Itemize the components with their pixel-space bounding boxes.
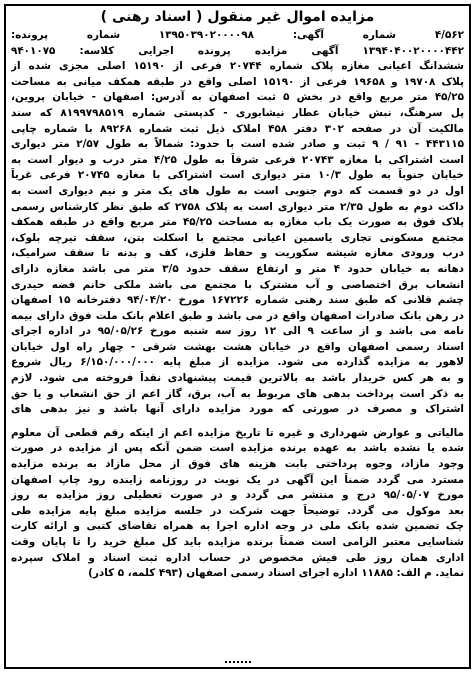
notice-line: لاهور به مزایده گذارده می شود. مزایده از مبلغ پایه ۶/۱۵۰/۰۰۰/۰۰۰ ریال شروع xyxy=(11,356,464,369)
notice-line: در رهن بانک صادرات اصفهان واقع در می باشد و طبق اعلام بانک ملت فوق دارای بیمه xyxy=(11,309,464,322)
notice-line: ۱۳۹۴۰۴۰۰۲۰۰۰۰۴۴۲ آگهی مزایده پرونده اجرایی کلاسه: ۹۴۰۱۰۷۵ xyxy=(11,44,464,57)
notice-line: پلاک فوق به صورت یک باب مغازه به مساحت ۴۵/۲۵ متر مربع واقع در طبقه همکف xyxy=(11,216,464,229)
notice-line: درب ورودی مغازه شیشه سکوریت و حفاظ فلزی، کف و بدنه تا سقف سرامیک، xyxy=(11,247,464,260)
notice-line: پلاک ۱۹۷۰۸ و ۱۹۶۵۸ فرعی از ۱۵۱۹۰ اصلی واقع در طبقه همکف میانی به مساحت xyxy=(11,75,464,88)
notice-line: مسترد می گردد ضمناً این آگهی در یک نوبت در روزنامه زاینده رود چاپ اصفهان xyxy=(11,473,464,486)
notice-line: اسناد رسمی اصفهان واقع در خیابان هشت بهشت شرقی - چهار راه اول خیابان xyxy=(11,340,464,353)
notice-line: اداری همان روز طی فیش مخصوص در حساب اداره ثبت اسناد و املاک سپرده xyxy=(11,551,464,564)
notice-line: خیابان جنوباً به طول ۱۰/۳ متر دیواری است اشتراکی با مغازه ۲۰۷۴۵ فرعی غرباً xyxy=(11,169,464,182)
notice-line: نامه می باشد و از ساعت ۹ الی ۱۲ روز سه شنبه مورخ ۹۵/۰۵/۲۶ در اداره اجرای xyxy=(11,325,464,338)
notice-line: ۴۵/۲۵ متر مربع واقع در بخش ۵ ثبت اصفهان به آدرس: اصفهان - خیابان پروین، xyxy=(11,91,464,104)
notice-line: شده یا نشده باشد به عهده برنده مزایده است ضمن آنکه پس از مزایده در صورت xyxy=(11,442,464,455)
notice-line: و به هر کس خریدار باشد به بالاترین قیمت پیشنهادی نقداً فروخته می شود. لازم xyxy=(11,372,464,385)
notice-body-part-1 xyxy=(11,28,464,418)
footer-dots xyxy=(225,661,251,667)
notice-line: مالیاتی و عوارض شهرداری و غیره تا تاریخ مزایده اعم از اینکه رقم قطعی آن معلوم xyxy=(11,426,464,439)
notice-line: اول در دو قسمت که دوم جنوبی است به طول های یک متر و نیم دیواری است به xyxy=(11,184,464,197)
notice-title: مزایده اموال غیر منقول ( اسناد رهنی ) xyxy=(100,9,375,25)
notice-line: مجتمع مسکونی تجاری یاسمین اعیانی مجتمع با اسکلت بتن، سقف تیرچه بلوک، xyxy=(11,231,464,244)
notice-line: وجود مازاد، وجوه پرداختی بابت هزینه های فوق از محل مازاد به برنده مزایده xyxy=(11,458,464,471)
notice-body xyxy=(11,28,464,582)
notice-line: چشم قلانی که طبق سند رهنی شماره ۱۶۷۲۲۶ مورخ ۹۴/۰۴/۲۰ دفترخانه ۱۵ اصفهان xyxy=(11,294,464,307)
notice-line: ششدانگ اعیانی مغازه پلاک شماره ۲۰۷۴۴ فرعی از ۱۵۱۹۰ اصلی مجزی شده از xyxy=(11,60,464,73)
notice-body-part-2 xyxy=(11,426,464,582)
notice-line: به ذکر است پرداخت بدهی های مربوط به آب، برق، گاز اعم از حق انشعاب و یا حق xyxy=(11,387,464,400)
auction-notice xyxy=(4,4,471,669)
notice-line: شناسایی معتبر الزامی است ضمناً برنده مزایده باید کل مبلغ خرید را تا پایان وقت xyxy=(11,536,464,548)
notice-line: پل سرهنگ، نبش خیابان عطار نیشابوری - کدپستی شماره ۸۱۹۹۷۹۸۵۱۹ که سند xyxy=(11,106,464,119)
notice-line: نماید. م الف: ۱۱۸۸۵ اداره اجرای اسناد رسمی اصفهان (۴۹۳ کلمه، ۵ کادر) xyxy=(88,567,464,580)
notice-line: انشعاب برق اختصاصی و آب مشترک با مجتمع می باشد ملکی خانم فضه حیدری xyxy=(11,278,464,291)
notice-line: است اشتراکی با مغازه ۲۰۷۴۳ فرعی شرقاً به طول ۴/۲۵ متر درب و دیوار است به xyxy=(11,153,464,166)
paragraph-gap xyxy=(11,418,464,426)
notice-line: دهانه به خیابان حدود ۴ متر و ارتفاع سقف حدود ۳/۵ متر می باشد مغازه دارای xyxy=(11,262,464,275)
notice-line: اشتراک و مصرف در صورتی که مورد مزایده دارای آنها باشد و نیز بدهی های xyxy=(11,403,464,416)
notice-line: داکت دوم به طول ۲/۳۵ متر دیواری است به پلاک ۲۷۵۸ که طبق نظر کارشناس رسمی xyxy=(11,200,464,213)
notice-line: ۴/۵۶۲ شماره آگهی: ۱۳۹۵۰۳۹۰۲۰۰۰۰۹۸ شماره پرونده: xyxy=(11,29,464,41)
notice-line: مالکیت آن در صفحه ۳۰۲ دفتر ۴۵۸ املاک ذیل ثبت شماره ۸۹۲۶۸ با شماره چاپی xyxy=(11,122,464,135)
notice-line: چک تضمین شده بانک ملی در وجه اداره اجرا به همراه تقاضای کتبی و ارائه کارت xyxy=(11,520,464,533)
notice-line: مورخ ۹۵/۰۵/۰۷ درج و منتشر می گردد و در صورت تعطیلی روز مزایده به روز xyxy=(11,489,464,502)
notice-line: بعد موکول می گردد. توضیحاً جهت شرکت در جلسه مزایده مبلغ پایه مزایده طی xyxy=(11,504,464,517)
notice-line: ۴۴۳۱۱۵ - ۹۱ / ۹ ثبت و صادر شده است با حدود: شمالاً به طول ۲/۵۷ متر دیواری xyxy=(11,138,464,151)
